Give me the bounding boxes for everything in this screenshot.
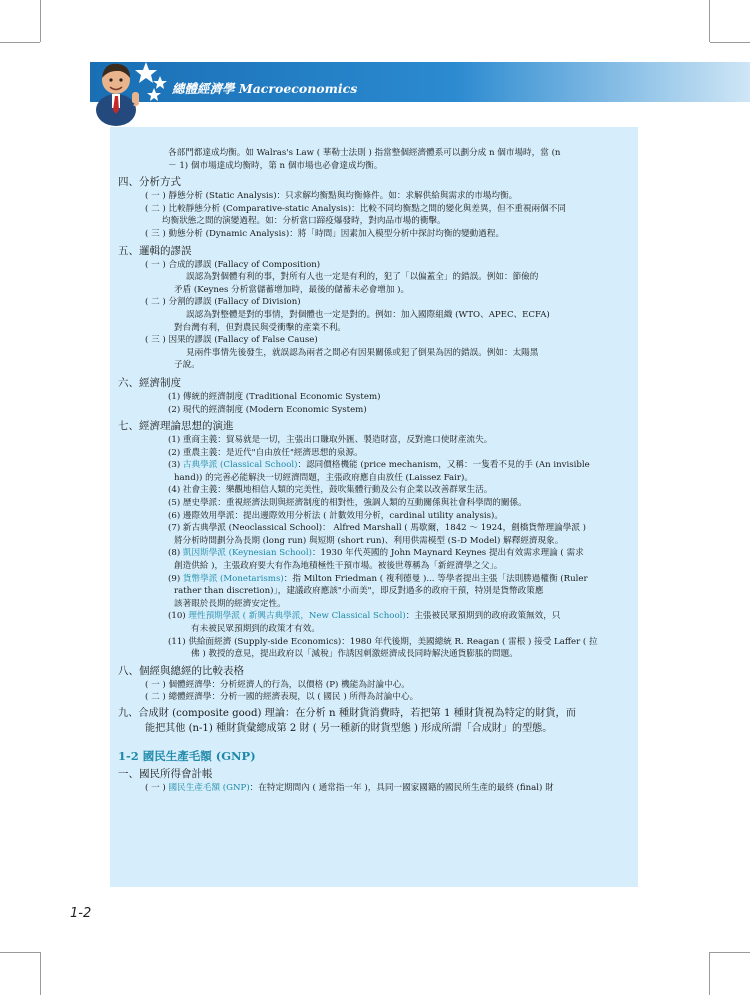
text-line: (2) 重農主義：是近代"自由放任"經濟思想的泉源。 [168,447,363,458]
text-line: 該著眼於長期的經濟安定性。 [174,598,286,609]
text-line: 各部門都達成均衡。如 Walras's Law ( 華勒士法則 ) 指當整個經濟體系可以劃分成 n 個市場時，當 (n [168,148,561,158]
text-line: (11) 供給面經濟 (Supply-side Economics)：1980 年代後期，美國總統 R. Reagan ( 雷根 ) 接受 Laffer ( 拉 [168,636,598,647]
crop-mark [709,0,710,42]
text-line: ( 三 ) 動態分析 (Dynamic Analysis)：將「時間」因素加入模型分析中探討均衡的變動過程。 [145,228,505,239]
section-heading: 四、分析方式 [118,176,181,189]
mascot-icon [88,48,168,128]
text-line: ( 二 ) 分割的謬誤 (Fallacy of Division) [145,297,301,308]
section-heading: 五、邏輯的謬誤 [118,244,192,257]
text-line: 能把其他 (n-1) 種財貨彙總成第 2 財 ( 另一種新的財貨型態 ) 形成所謂「合成財」的型態。 [145,722,553,734]
crop-mark [0,42,40,43]
section-heading: 九、合成財 (composite good) 理論：在分析 n 種財貨消費時，若把第 1 種財貨視為特定的財貨，而 [118,707,576,719]
item-text: ：在特定期間內 ( 通常指一年 )，具同一國家國籍的國民所生產的最終 (final) 財 [249,782,554,793]
item-text: ：指 Milton Friedman ( 複利德曼 )... 等學者提出主張「法則勝過權衡 (Ruler [283,573,588,584]
highlight-term: 貨幣學派 (Monetarisms) [182,573,284,584]
highlight-term: 理性預期學派 ( 新興古典學派，New Classical School) [188,611,406,622]
text-line: (6) 邊際效用學派：提出邊際效用分析法 ( 計數效用分析，cardinal utility analysis)。 [168,510,503,521]
crop-mark [40,952,41,995]
item-number: (3) [168,460,183,471]
header-title: 總體經濟學 Macroeconomics [172,81,358,96]
item-number: (10) [168,611,189,622]
crop-mark [0,952,40,953]
text-line: 有未被民眾預期到的政策才有效。 [191,624,320,634]
text-line: ( 三 ) 因果的謬誤 (Fallacy of False Cause) [145,335,318,346]
crop-mark [709,952,710,995]
text-line [118,547,630,560]
section-heading: 六、經濟制度 [118,376,181,389]
crop-mark [40,0,41,42]
text-line: 均衡狀態之間的演變過程。如：分析當口蹄疫爆發時，對肉品市場的衝擊。 [162,216,446,227]
text-line: 見兩件事情先後發生，就誤認為兩者之間必有因果關係或犯了倒果為因的錯誤。例如：太陽黑 [186,347,539,358]
text-line: 將分析時間劃分為長期 (long run) 與短期 (short run)、利用供需模型 (S-D Model) 解釋經濟現象。 [174,535,564,546]
text-line: 子說。 [174,360,200,371]
text-line [118,573,630,586]
text-line: ( 二 ) 比較靜態分析 (Comparative-static Analysis)：比較不同均衡點之間的變化與差異，但不重視兩個不同 [145,203,566,214]
text-line: (1) 傳統的經濟制度 (Traditional Economic System) [168,391,381,402]
text-line: 誤認為對個體有利的事，對所有人也一定是有利的，犯了「以偏蓋全」的錯誤。例如：節儉的 [186,272,539,283]
text-line: 誤認為對整體是對的事情，對個體也一定是對的。例如：加入國際組織 (WTO、APEC、ECFA) [186,309,550,320]
text-line: (2) 現代的經濟制度 (Modern Economic System) [168,404,367,415]
item-text: ：主張被民眾預期到的政府政策無效，只 [405,611,561,622]
item-text: ：認同價格機能 (price mechanism，又稱：一隻看不見的手 (An invisible [297,460,590,471]
text-line: 矛盾 (Keynes 分析當儲蓄增加時，最後的儲蓄未必會增加 )。 [174,284,410,295]
chapter-section-title: 1-2 國民生產毛額 (GNP) [118,748,256,763]
text-line: hand)) 的完善必能解決一切經濟問題，主張政府應自由放任 (Laissez Fair)。 [174,472,473,483]
section-heading: 一、國民所得會計帳 [118,767,213,780]
text-line: 創造供給 )，主張政府要大有作為地積極性干預市場。被後世尊稱為「新經濟學之父」。 [174,561,503,572]
item-number: (9) [168,573,183,584]
text-line: 對台灣有利，但對農民與受衝擊的產業不利。 [174,322,346,333]
text-line: 佛 ) 教授的意見，提出政府以「減稅」作誘因刺激經濟成長同時解決通貨膨脹的問題。 [191,649,518,660]
text-line: － 1) 個市場達成均衡時，第 n 個市場也必會達成均衡。 [168,160,383,171]
item-number: (8) [168,548,183,559]
text-line: (7) 新古典學派 (Neoclassical School)： Alfred Marshall ( 馬歇爾，1842 ～ 1924，劍橋貨幣理論學派 ) [168,523,586,534]
page-number: 1-2 [70,906,92,921]
text-line [118,782,630,795]
highlight-term: 國民生產毛額 (GNP) [168,782,250,793]
highlight-term: 古典學派 (Classical School) [182,460,298,471]
text-line: ( 二 ) 總體經濟學：分析一國的經濟表現，以 ( 國民 ) 所得為討論中心。 [145,692,419,703]
text-line: (5) 歷史學派：重視經濟法則與經濟制度的相對性，強調人類的互動關係與社會科學間的關係。 [168,498,527,509]
section-heading: 七、經濟理論思想的演進 [118,420,234,433]
crop-mark [710,42,750,43]
text-line: rather than discretion)」，建議政府應該"小而美"，即反對過多的政府干預，特別是貨幣政策應 [174,586,544,597]
text-line: ( 一 ) 合成的謬誤 (Fallacy of Composition) [145,259,321,270]
text-line: (1) 重商主義：貿易就是一切，主張出口賺取外匯、製造財富，反對進口使財產流失。 [168,435,493,446]
item-number: ( 一 ) [145,782,169,793]
section-heading: 八、個經與總經的比較表格 [118,664,244,677]
text-line [118,459,630,472]
content-body [118,147,630,795]
text-line: ( 一 ) 靜態分析 (Static Analysis)：只求解均衡點與均衡條件。如：求解供給與需求的市場均衡。 [145,191,518,202]
text-line: (4) 社會主義：樂觀地相信人類的完美性，鼓吹集體行動及公有企業以改善群眾生活。 [168,485,493,496]
item-text: ：1930 年代英國的 John Maynard Keynes 提出有效需求理論 ( 需求 [311,548,584,559]
crop-mark [710,952,750,953]
highlight-term: 凱因斯學派 (Keynesian School) [182,548,312,559]
text-line [118,610,630,623]
text-line: ( 一 ) 個體經濟學：分析經濟人的行為，以價格 (P) 機能為討論中心。 [145,679,410,690]
